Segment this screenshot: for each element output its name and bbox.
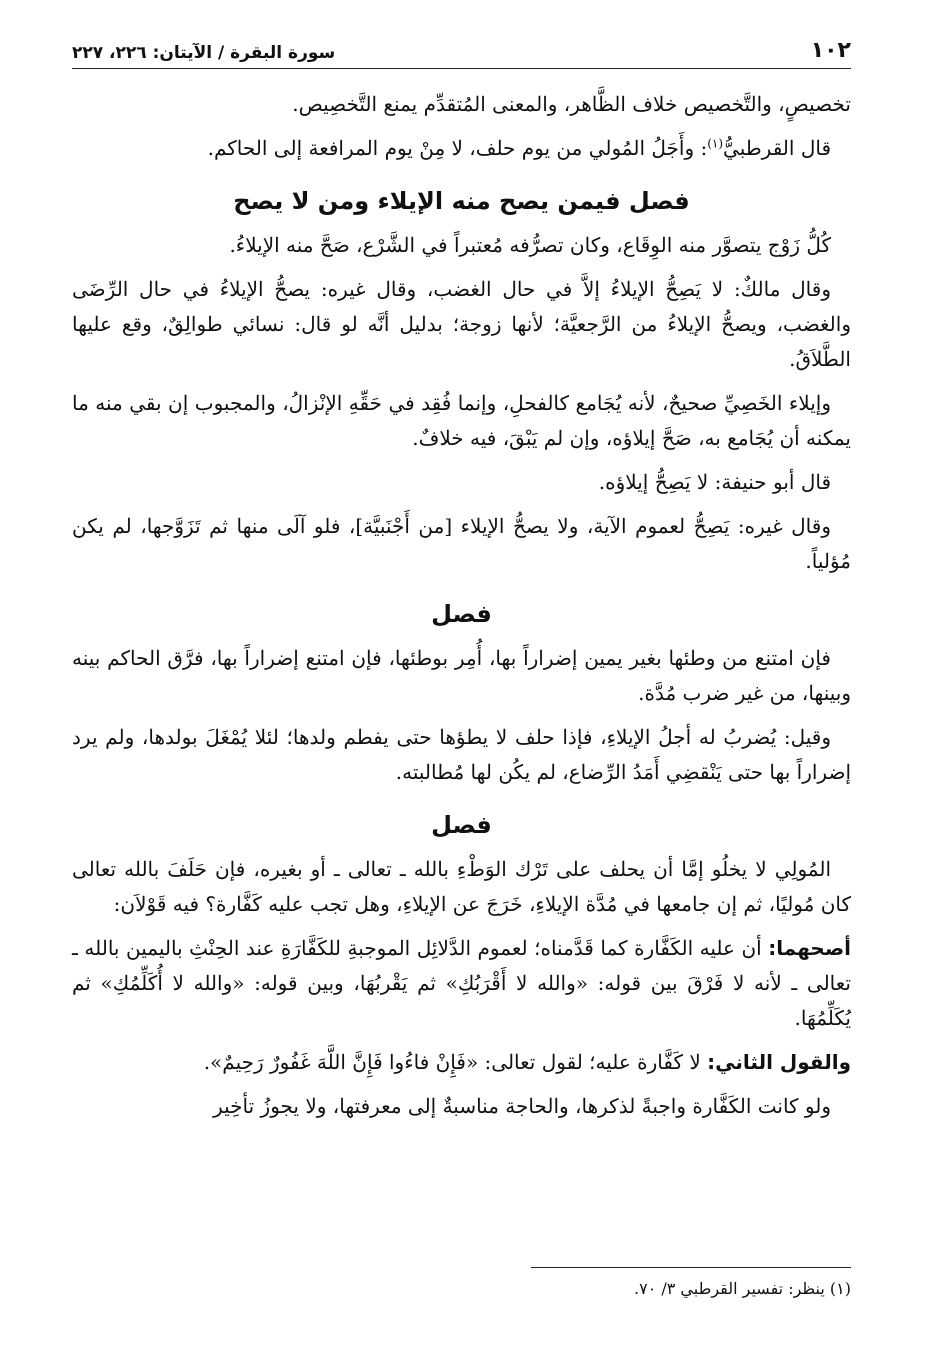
paragraph: وقيل: يُضربُ له أجلُ الإيلاءِ، فإذا حلف لا يطؤها حتى يفطم ولدها؛ لئلا يُمْغَلَ بولدها، ولم يرد إضراراً بها حتى يَنْقضِي أَمَدُ الرِّضاع، لم يكُن لها مُطالبته. xyxy=(72,725,851,784)
footnote-divider xyxy=(531,1267,851,1268)
text-segment: : وأَجَلُ المُولي من يوم حلف، لا مِنْ يوم المرافعة إلى الحاكم. xyxy=(207,136,708,160)
paragraph: وإيلاء الخَصِيِّ صحيحٌ، لأنه يُجَامع كالفحلِ، وإنما فُقِد في حَقِّهِ الإنْزالُ، والمجبوب إن بقي منه ما يمكنه أن يُجَامع به، صَحَّ إيلاؤه، وإن لم يَبْقَ، فيه خلافٌ. xyxy=(72,391,851,450)
paragraph: فإن امتنع من وطئها بغير يمين إضراراً بها، أُمِر بوطئها، فإن امتنع إضراراً بها، فرَّق الحاكم بينه وبينها، من غير ضرب مُدَّة. xyxy=(72,646,851,705)
footnote-reference[interactable]: (١) xyxy=(707,136,724,151)
section-heading: فصل xyxy=(431,811,492,839)
section-heading: فصل xyxy=(431,600,492,628)
lead-label: والقول الثاني: xyxy=(707,1050,851,1074)
text-segment: لا كَفَّارة عليه؛ لقول تعالى: «فَإِنْ فاءُوا فَإِنَّ اللَّهَ غَفُورٌ رَحِيمٌ». xyxy=(203,1050,708,1074)
paragraph: المُولِي لا يخلُو إمَّا أن يحلف على تَرْك الوَطْءِ بالله ـ تعالى ـ أو بغيره، فإن حَلَفَ بالله تعالى كان مُوليًا، ثم إن جامعها في مُدَّة الإيلاءِ، خَرَجَ عن الإيلاءِ، وهل تجب عليه كَفَّارة؟ فيه قَوْلاَن: xyxy=(72,857,851,916)
page-header xyxy=(72,28,851,69)
paragraph: كُلُّ زَوْج يتصوَّر منه الوِقَاع، وكان تصرُّفه مُعتبراً في الشَّرْع، صَحَّ منه الإيلاءُ. xyxy=(229,233,831,257)
paragraph-with-lead xyxy=(72,1045,851,1080)
paragraph-with-lead xyxy=(72,931,851,1036)
paragraph: وقال مالكٌ: لا يَصِحُّ الإيلاءُ إلاَّ في حال الغضب، وقال غيره: يصحُّ الإيلاءُ في حال الرِّضَى والغضب، ويصحُّ الإيلاءُ من الرَّجعيَّة؛ لأنها زوجة؛ بدليل أنَّه لو قال: نسائي طوالِقٌ، وقع عليها الطَّلاَقُ. xyxy=(72,277,851,371)
paragraph: قال أبو حنيفة: لا يَصِحُّ إيلاؤه. xyxy=(598,470,831,494)
paragraph: وقال غيره: يَصِحُّ لعموم الآية، ولا يصحُّ الإيلاء [من أَجْنَبيَّة]، فلو آلَى منها ثم تَزَوَّجها، لم يكن مُؤلياً. xyxy=(72,514,851,573)
page-body xyxy=(72,87,851,1124)
book-page xyxy=(72,28,851,1336)
lead-label: أصحهما: xyxy=(768,936,851,960)
paragraph: تخصيصٍ، والتَّخصيص خلاف الظَّاهر، والمعنى المُتقدِّم يمنع التَّخصِيص. xyxy=(292,92,851,116)
page-number: ١٠٢ xyxy=(810,38,851,63)
text-segment: أن عليه الكَفَّارة كما قَدَّمناه؛ لعموم الدَّلائِل الموجبةِ للكَفَّارَةِ عند الحِنْثِ باليمين بالله ـ تعالى ـ لأنه لا فَرْقَ بين قوله: «والله لا أَقْرَبُكِ» ثم يَقْربُهَا، وبين قوله: «والله لا أُكَلِّمُكِ» ثم يُكَلِّمُهَا. xyxy=(72,936,851,1030)
footnote: (١) ينظر: تفسير القرطبي ٣/ ٧٠. xyxy=(633,1279,851,1298)
paragraph-with-footnote-ref xyxy=(72,131,851,166)
section-heading: فصل فيمن يصح منه الإيلاء ومن لا يصح xyxy=(233,187,690,215)
paragraph: ولو كانت الكَفَّارة واجبةً لذكرها، والحاجة مناسبةٌ إلى معرفتها، ولا يجوزُ تأخِير xyxy=(213,1094,831,1118)
text-segment: قال القرطبيُّ xyxy=(723,136,831,160)
running-title: سورة البقرة / الآيتان: ٢٢٦، ٢٢٧ xyxy=(72,43,336,63)
